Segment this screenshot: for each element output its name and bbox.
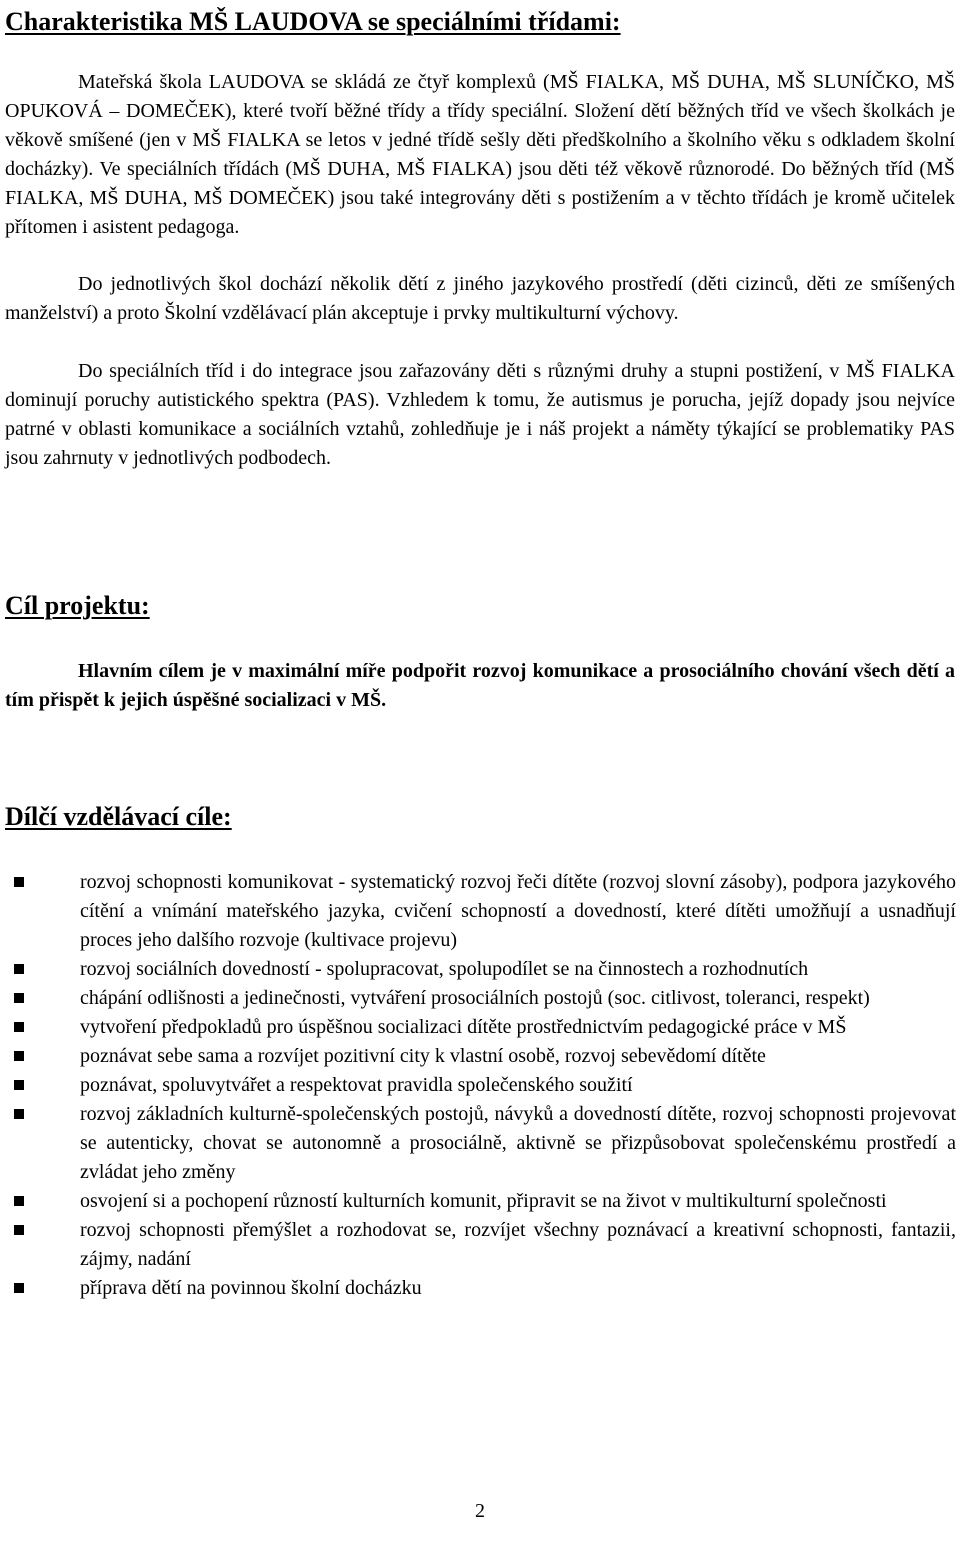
list-item bbox=[80, 1071, 956, 1100]
list-item-text: rozvoj schopnosti komunikovat - systematický rozvoj řeči dítěte (rozvoj slovní zásoby), podpora jazykového cítění a vnímání mateřského jazyka, cvičení schopností a dovedností, které dítěti umožňují a usnadňují proces jeho dalšího rozvoje (kultivace projevu) bbox=[80, 871, 956, 951]
list-item-text: příprava dětí na povinnou školní docházku bbox=[80, 1277, 422, 1299]
square-bullet-icon bbox=[14, 877, 24, 887]
square-bullet-icon bbox=[14, 993, 24, 1003]
list-item-text: chápání odlišnosti a jedinečnosti, vytváření prosociálních postojů (soc. citlivost, toleranci, respekt) bbox=[80, 987, 870, 1009]
characteristics-paragraph-2: Do jednotlivých škol dochází několik dětí z jiného jazykového prostředí (děti cizinců, děti ze smíšených manželství) a proto Školní vzdělávací plán akceptuje i prvky multikulturní výchovy. bbox=[5, 273, 955, 324]
list-item bbox=[80, 1100, 956, 1187]
square-bullet-icon bbox=[14, 1283, 24, 1293]
square-bullet-icon bbox=[14, 1196, 24, 1206]
list-item-text: rozvoj základních kulturně-společenských postojů, návyků a dovedností dítěte, rozvoj schopnosti projevovat se autenticky, chovat se autonomně a prosociálně, aktivně se přizpůsobovat společenskému prostředí a zvládat jeho změny bbox=[80, 1103, 956, 1183]
list-item bbox=[80, 984, 956, 1013]
subgoals-list bbox=[0, 868, 960, 1303]
main-goal-text: Hlavním cílem je v maximální míře podpořit rozvoj komunikace a prosociálního chování všech dětí a tím přispět k jejich úspěšné socializaci v MŠ. bbox=[5, 660, 955, 711]
characteristics-paragraph-1: Mateřská škola LAUDOVA se skládá ze čtyř komplexů (MŠ FIALKA, MŠ DUHA, MŠ SLUNÍČKO, MŠ OPUKOVÁ – DOMEČEK), které tvoří běžné třídy a třídy speciální. Složení dětí běžných tříd ve všech školkách je věkově smíšené (jen v MŠ FIALKA se letos v jedné třídě sešly děti předškolního a školního věku s odkladem školní docházky). Ve speciálních třídách (MŠ DUHA, MŠ FIALKA) jsou děti též věkově různorodé. Do běžných tříd (MŠ FIALKA, MŠ DUHA, MŠ DOMEČEK) jsou také integrovány děti s postižením a v těchto třídách je kromě učitelek přítomen i asistent pedagoga. bbox=[5, 71, 955, 238]
list-item bbox=[80, 1013, 956, 1042]
square-bullet-icon bbox=[14, 1022, 24, 1032]
list-item-text: rozvoj sociálních dovedností - spolupracovat, spolupodílet se na činnostech a rozhodnutích bbox=[80, 958, 809, 980]
characteristics-paragraph-3: Do speciálních tříd i do integrace jsou zařazovány děti s různými druhy a stupni postižení, v MŠ FIALKA dominují poruchy autistického spektra (PAS). Vzhledem k tomu, že autismus je porucha, jejíž dopady jsou nejvíce patrné v oblasti komunikace a sociálních vztahů, zohledňuje je i náš projekt a náměty týkající se problematiky PAS jsou zahrnuty v jednotlivých podbodech. bbox=[5, 360, 955, 469]
square-bullet-icon bbox=[14, 1080, 24, 1090]
square-bullet-icon bbox=[14, 1225, 24, 1235]
list-item-text: vytvoření předpokladů pro úspěšnou socializaci dítěte prostřednictvím pedagogické práce v MŠ bbox=[80, 1016, 847, 1038]
list-item bbox=[80, 1216, 956, 1274]
list-item bbox=[80, 1042, 956, 1071]
list-item-text: poznávat sebe sama a rozvíjet pozitivní city k vlastní osobě, rozvoj sebevědomí dítěte bbox=[80, 1045, 766, 1067]
list-item bbox=[80, 955, 956, 984]
list-item-text: poznávat, spoluvytvářet a respektovat pravidla společenského soužití bbox=[80, 1074, 633, 1096]
list-item bbox=[80, 1187, 956, 1216]
list-item-text: rozvoj schopnosti přemýšlet a rozhodovat se, rozvíjet všechny poznávací a kreativní schopnosti, fantazii, zájmy, nadání bbox=[80, 1219, 956, 1270]
list-item-text: osvojení si a pochopení růzností kulturních komunit, připravit se na život v multikulturní společnosti bbox=[80, 1190, 887, 1212]
list-item bbox=[80, 1274, 956, 1303]
square-bullet-icon bbox=[14, 1051, 24, 1061]
square-bullet-icon bbox=[14, 1109, 24, 1119]
characteristics-heading: Charakteristika MŠ LAUDOVA se speciálními třídami: bbox=[5, 7, 621, 36]
list-item bbox=[80, 868, 956, 955]
square-bullet-icon bbox=[14, 964, 24, 974]
subgoals-heading: Dílčí vzdělávací cíle: bbox=[5, 802, 232, 831]
goal-heading: Cíl projektu: bbox=[5, 591, 150, 620]
page-number: 2 bbox=[475, 1500, 485, 1522]
